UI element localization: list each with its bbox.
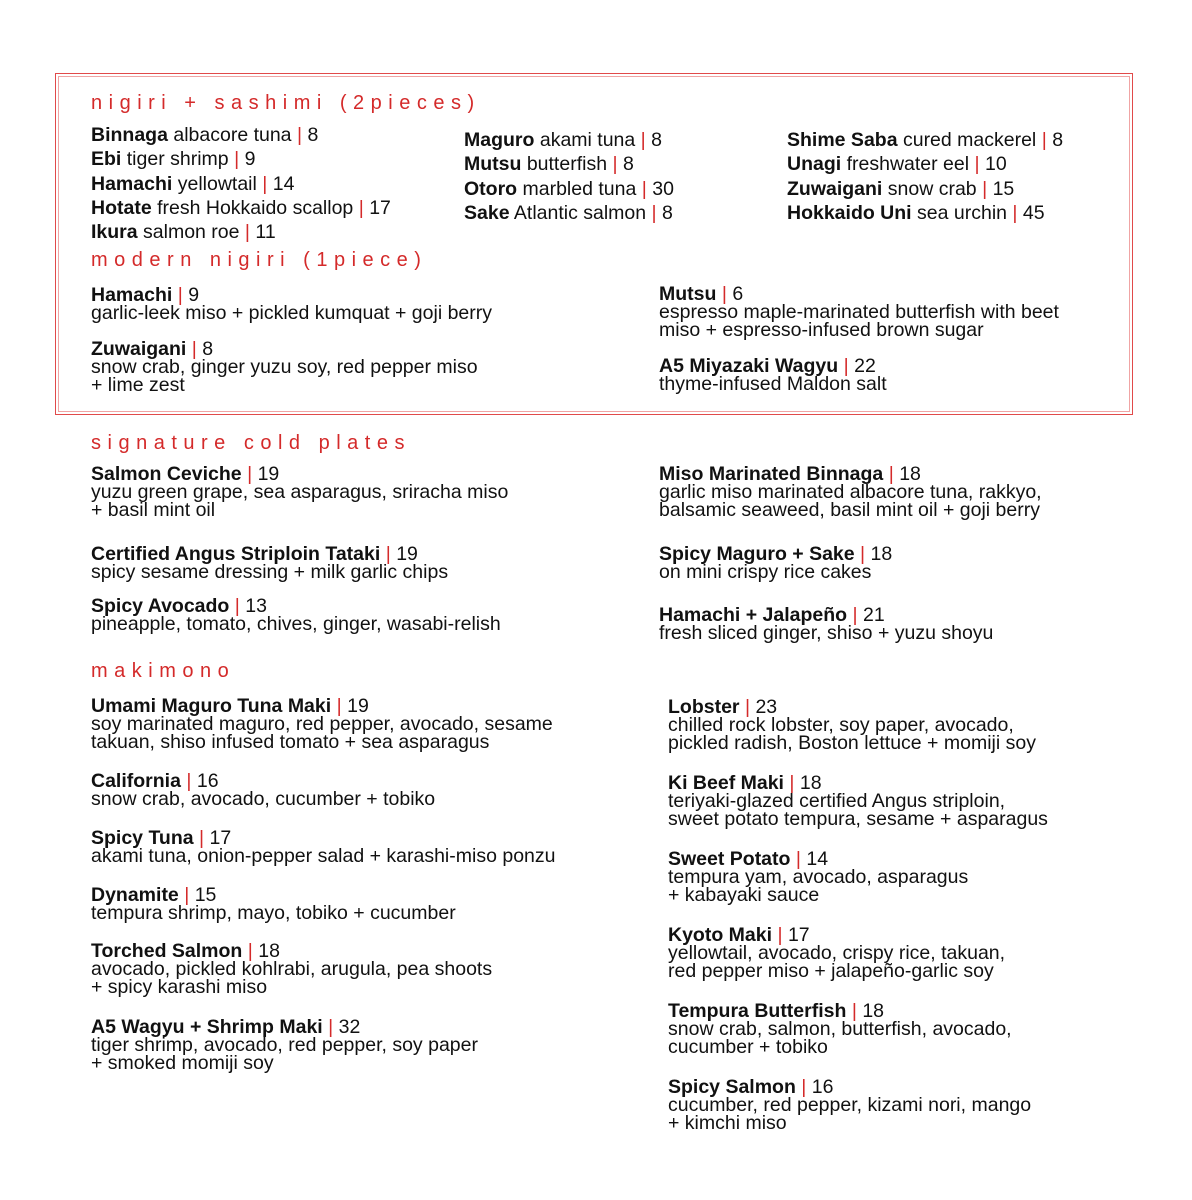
modern-nigiri-item: A5 Miyazaki Wagyu | 22 thyme-infused Maldon salt (659, 355, 887, 395)
nigiri-column-3 (787, 128, 1063, 225)
modern-nigiri-item: Mutsu | 6 espresso maple-marinated butterfish with beet miso + espresso-infused brown sugar (659, 283, 1059, 341)
maki-item: Dynamite | 15 tempura shrimp, mayo, tobiko + cucumber (91, 884, 456, 924)
nigiri-item: Unagi freshwater eel | 10 (787, 153, 1007, 176)
maki-item: Sweet Potato | 14 tempura yam, avocado, asparagus + kabayaki sauce (668, 848, 969, 906)
modern-nigiri-heading: modern nigiri (1piece) (91, 249, 428, 271)
nigiri-column-2 (464, 128, 674, 225)
maki-item: Ki Beef Maki | 18 teriyaki-glazed certified Angus striploin, sweet potato tempura, sesame + asparagus (668, 772, 1048, 830)
maki-item: Umami Maguro Tuna Maki | 19 soy marinated maguro, red pepper, avocado, sesame takuan, shiso infused tomato + sea asparagus (91, 695, 553, 753)
nigiri-item: Binnaga albacore tuna | 8 (91, 124, 319, 146)
maki-item: A5 Wagyu + Shrimp Maki | 32 tiger shrimp, avocado, red pepper, soy paper + smoked momiji soy (91, 1016, 478, 1074)
maki-item: California | 16 snow crab, avocado, cucumber + tobiko (91, 770, 436, 810)
maki-item: Torched Salmon | 18 avocado, pickled kohlrabi, arugula, pea shoots + spicy karashi miso (91, 940, 493, 998)
maki-item: Tempura Butterfish | 18 snow crab, salmon, butterfish, avocado, cucumber + tobiko (668, 1000, 1012, 1058)
nigiri-item: Hamachi yellowtail | 14 (91, 172, 295, 195)
cold-plate-item: Certified Angus Striploin Tataki | 19 spicy sesame dressing + milk garlic chips (91, 543, 449, 583)
nigiri-heading: nigiri + sashimi (2pieces) (91, 92, 481, 114)
nigiri-column-1 (91, 123, 391, 244)
modern-nigiri-item: Zuwaigani | 8 snow crab, ginger yuzu soy, red pepper miso + lime zest (91, 338, 478, 396)
maki-item: Spicy Salmon | 16 cucumber, red pepper, kizami nori, mango + kimchi miso (668, 1076, 1032, 1134)
cold-plate-item: Hamachi + Jalapeño | 21 fresh sliced ginger, shiso + yuzu shoyu (659, 604, 994, 644)
nigiri-item: Zuwaigani snow crab | 15 (787, 177, 1015, 200)
nigiri-item: Otoro marbled tuna | 30 (464, 177, 674, 200)
nigiri-item: Shime Saba cured mackerel | 8 (787, 129, 1064, 151)
cold-plate-item: Spicy Avocado | 13 pineapple, tomato, chives, ginger, wasabi-relish (91, 595, 501, 635)
nigiri-item: Ikura salmon roe | 11 (91, 221, 276, 244)
maki-item: Lobster | 23 chilled rock lobster, soy paper, avocado, pickled radish, Boston lettuce + momiji soy (668, 696, 1036, 754)
maki-item: Kyoto Maki | 17 yellowtail, avocado, crispy rice, takuan, red pepper miso + jalapeño-garlic soy (668, 924, 1006, 982)
cold-plate-item: Spicy Maguro + Sake | 18 on mini crispy rice cakes (659, 543, 893, 583)
nigiri-item: Sake Atlantic salmon | 8 (464, 201, 673, 224)
nigiri-item: Ebi tiger shrimp | 9 (91, 148, 256, 171)
cold-plates-heading: signature cold plates (91, 432, 411, 454)
nigiri-item: Mutsu butterfish | 8 (464, 153, 634, 176)
makimono-heading: makimono (91, 660, 236, 682)
maki-item: Spicy Tuna | 17 akami tuna, onion-pepper salad + karashi-miso ponzu (91, 827, 556, 867)
nigiri-item: Hokkaido Uni sea urchin | 45 (787, 201, 1045, 224)
cold-plate-item: Miso Marinated Binnaga | 18 garlic miso marinated albacore tuna, rakkyo, balsamic seaweed, basil mint oil + goji berry (659, 463, 1042, 521)
nigiri-item: Maguro akami tuna | 8 (464, 129, 663, 151)
modern-nigiri-item: Hamachi | 9 garlic-leek miso + pickled kumquat + goji berry (91, 284, 493, 324)
cold-plate-item: Salmon Ceviche | 19 yuzu green grape, sea asparagus, sriracha miso + basil mint oil (91, 463, 509, 521)
nigiri-item: Hotate fresh Hokkaido scallop | 17 (91, 196, 391, 219)
